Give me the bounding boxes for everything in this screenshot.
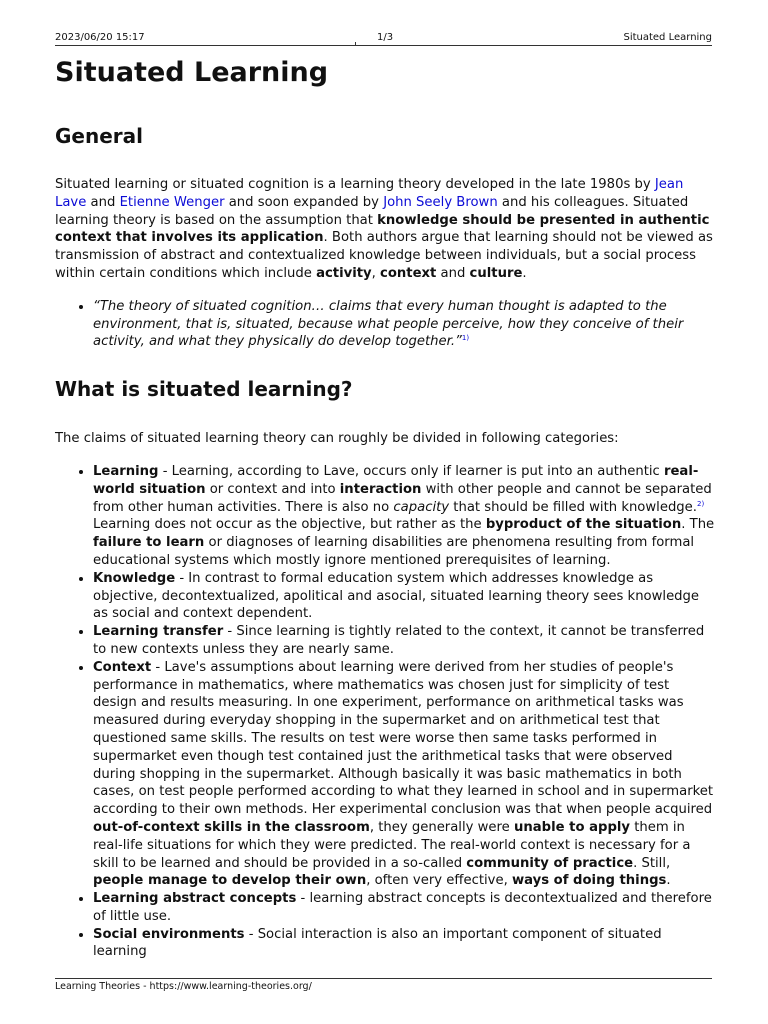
list-item-learning-transfer: • Learning transfer - Since learning is tightly related to the context, it cannot be transferred to new contexts unless they are nearly same. bbox=[93, 623, 715, 659]
footnote-ref-1[interactable]: 1) bbox=[461, 334, 470, 343]
list-item-knowledge: • Knowledge - In contrast to formal education system which addresses knowledge as objective, decontextualized, apolitical and asocial, situated learning theory sees knowledge as social and context dependent. bbox=[93, 570, 715, 623]
quote-list bbox=[55, 298, 715, 351]
list-item-quote: • “The theory of situated cognition… claims that every human thought is adapted to the environment, that is, situated, because what people perceive, how they conceive of their activity, and what they physically do develop together.”$^{1)}$ bbox=[93, 298, 715, 351]
link-john-seely-brown[interactable]: John Seely Brown bbox=[383, 194, 498, 210]
list-item-social-environments: • Social environments - Social interaction is also an important component of situated learning bbox=[93, 926, 715, 962]
list-item-learning: • Learning - Learning, according to Lave, occurs only if learner is put into an authentic real-world situation or context and into interaction with other people and cannot be separated from other human activities. There is also no capacity that should be filled with knowledge.$^{2)}$ Learning does not occur as the objective, but rather as the byproduct of the situation. The failure to learn or diagnoses of learning disabilities are phenomena resulting from formal educational systems which mostly ignore mentioned prerequisites of learning. bbox=[93, 463, 715, 570]
list-item-context: • Context - Lave's assumptions about learning were derived from her studies of people's performance in mathematics, where mathematics was chosen just for simplicity of test design and results measuring. In one experiment, performance on arithmetical tasks was measured during everyday shopping in the supermarket and on arithmetical test that questioned same skills. The results on test were worse then same tasks performed in supermarket even though test contained just the arithmetical tasks that were observed during shopping in the supermarket. Although basically it was basic mathematics in both cases, on test people performed according to what they learned in school and in supermarket according to their own methods. Her experimental conclusion was that when people acquired out-of-context skills in the classroom, they generally were unable to apply them in real-life situations for which they were predicted. The real-world context is necessary for a skill to be learned and should be provided in a so-called community of practice. Still, people manage to develop their own, often very effective, ways of doing things. bbox=[93, 659, 715, 890]
page-content bbox=[55, 55, 715, 961]
header-doc-title: Situated Learning bbox=[623, 32, 712, 43]
page-title: Situated Learning bbox=[55, 57, 329, 88]
section-heading-what-is: What is situated learning? bbox=[55, 377, 353, 402]
header-datetime: 2023/06/20 15:17 bbox=[55, 32, 145, 43]
page-footer: Learning Theories - https://www.learning-theories.org/ bbox=[55, 981, 312, 992]
page-header bbox=[55, 32, 712, 44]
header-divider-tick bbox=[355, 42, 356, 46]
link-etienne-wenger[interactable]: Etienne Wenger bbox=[119, 194, 225, 210]
link-jean-lave[interactable]: Jean Lave bbox=[55, 177, 684, 210]
header-divider bbox=[55, 45, 712, 46]
footer-divider bbox=[55, 978, 712, 979]
general-paragraph: Situated learning or situated cognition is a learning theory developed in the late 1980s by Jean Lave and Etienne Wenger and soon expanded by John Seely Brown and his colleagues. Situated learning theory is based on the assumption that knowledge should be presented in authentic context that involves its application. Both authors argue that learning should not be viewed as transmission of abstract and contextualized knowledge between individuals, but a social process within certain conditions which include activity, context and culture. bbox=[55, 177, 713, 281]
header-page-number: 1/3 bbox=[377, 32, 394, 43]
what-intro: The claims of situated learning theory can roughly be divided in following categories: bbox=[55, 431, 619, 447]
categories-list bbox=[55, 463, 715, 961]
footnote-ref-2[interactable]: 2) bbox=[697, 499, 705, 508]
list-item-abstract-concepts: • Learning abstract concepts - learning abstract concepts is decontextualized and therefore of little use. bbox=[93, 890, 715, 926]
section-heading-general: General bbox=[55, 124, 143, 148]
